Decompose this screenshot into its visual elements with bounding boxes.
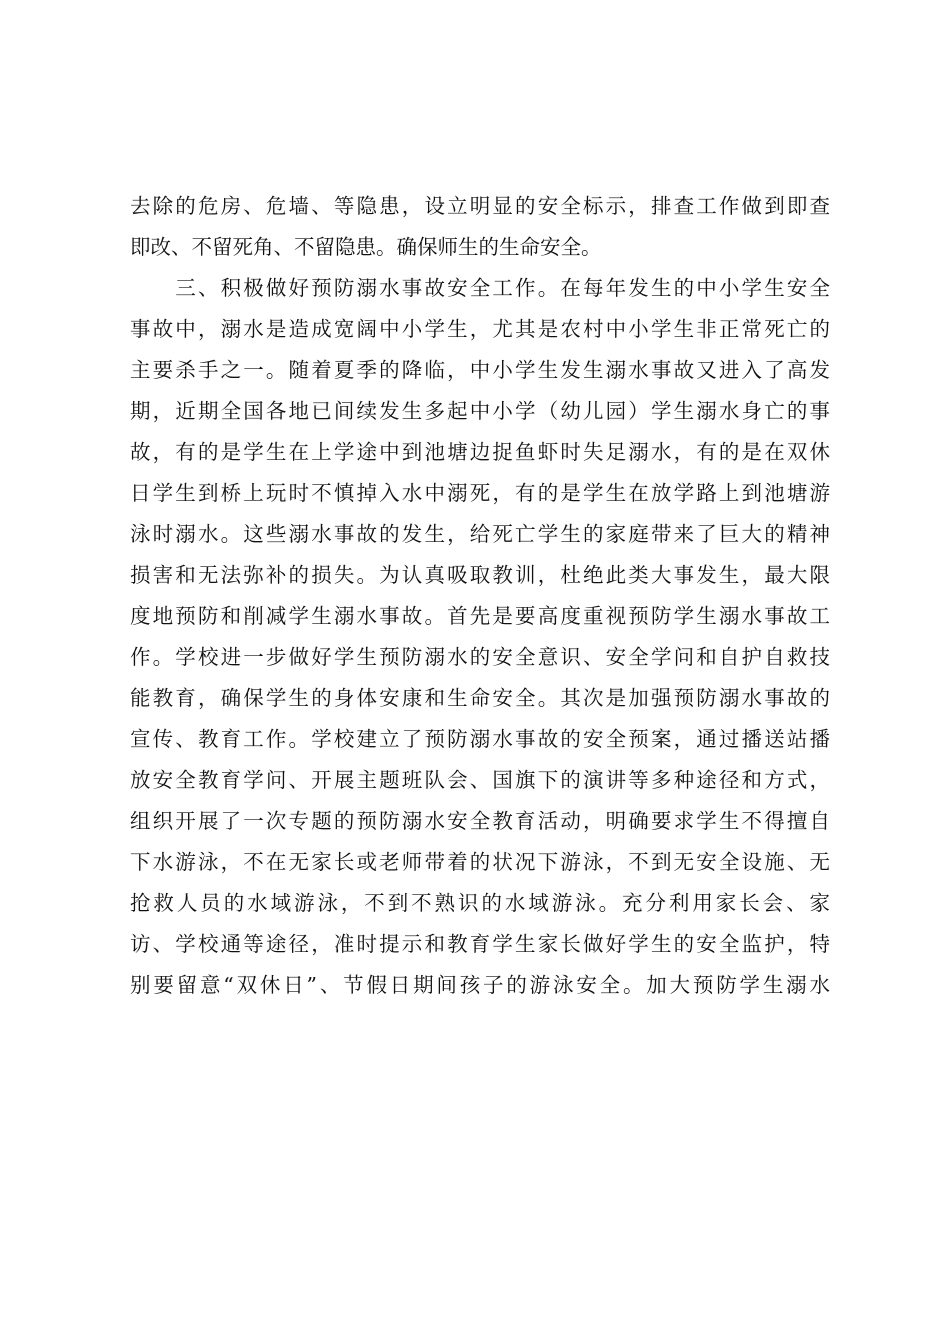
text-line: 日学生到桥上玩时不慎掉入水中溺死，有的是学生在放学路上到池塘游	[130, 481, 830, 505]
text-line: 期，近期全国各地已间续发生多起中小学（幼儿园）学生溺水身亡的事	[130, 399, 830, 423]
text-line: 故，有的是学生在上学途中到池塘边捉鱼虾时失足溺水，有的是在双休	[130, 440, 830, 464]
text-line: 去除的危房、危墙、等隐患，设立明显的安全标示，排查工作做到即查	[130, 194, 830, 218]
text-line: 损害和无法弥补的损失。为认真吸取教训，杜绝此类大事发生，最大限	[130, 563, 830, 587]
text-line: 度地预防和削减学生溺水事故。首先是要高度重视预防学生溺水事故工	[130, 604, 830, 628]
text-line: 事故中，溺水是造成宽阔中小学生，尤其是农村中小学生非正常死亡的	[130, 317, 830, 341]
text-line: 能教育，确保学生的身体安康和生命安全。其次是加强预防溺水事故的	[130, 686, 830, 710]
text-line: 访、学校通等途径，准时提示和教育学生家长做好学生的安全监护，特	[130, 932, 830, 956]
text-line: 主要杀手之一。随着夏季的降临，中小学生发生溺水事故又进入了高发	[130, 358, 830, 382]
text-line: 放安全教育学问、开展主题班队会、国旗下的演讲等多种途径和方式，	[130, 768, 830, 792]
text-line: 抢救人员的水域游泳，不到不熟识的水域游泳。充分利用家长会、家	[130, 891, 830, 915]
text-line: 三、积极做好预防溺水事故安全工作。在每年发生的中小学生安全	[130, 276, 830, 300]
text-line: 即改、不留死角、不留隐患。确保师生的生命安全。	[130, 235, 602, 259]
text-line: 别要留意“双休日”、节假日期间孩子的游泳安全。加大预防学生溺水	[130, 973, 830, 997]
text-line: 下水游泳，不在无家长或老师带着的状况下游泳，不到无安全设施、无	[130, 850, 830, 874]
body-text	[130, 186, 830, 1006]
text-line: 泳时溺水。这些溺水事故的发生，给死亡学生的家庭带来了巨大的精神	[130, 522, 830, 546]
text-line: 作。学校进一步做好学生预防溺水的安全意识、安全学问和自护自救技	[130, 645, 830, 669]
text-line: 组织开展了一次专题的预防溺水安全教育活动，明确要求学生不得擅自	[130, 809, 830, 833]
text-line: 宣传、教育工作。学校建立了预防溺水事故的安全预案，通过播送站播	[130, 727, 830, 751]
